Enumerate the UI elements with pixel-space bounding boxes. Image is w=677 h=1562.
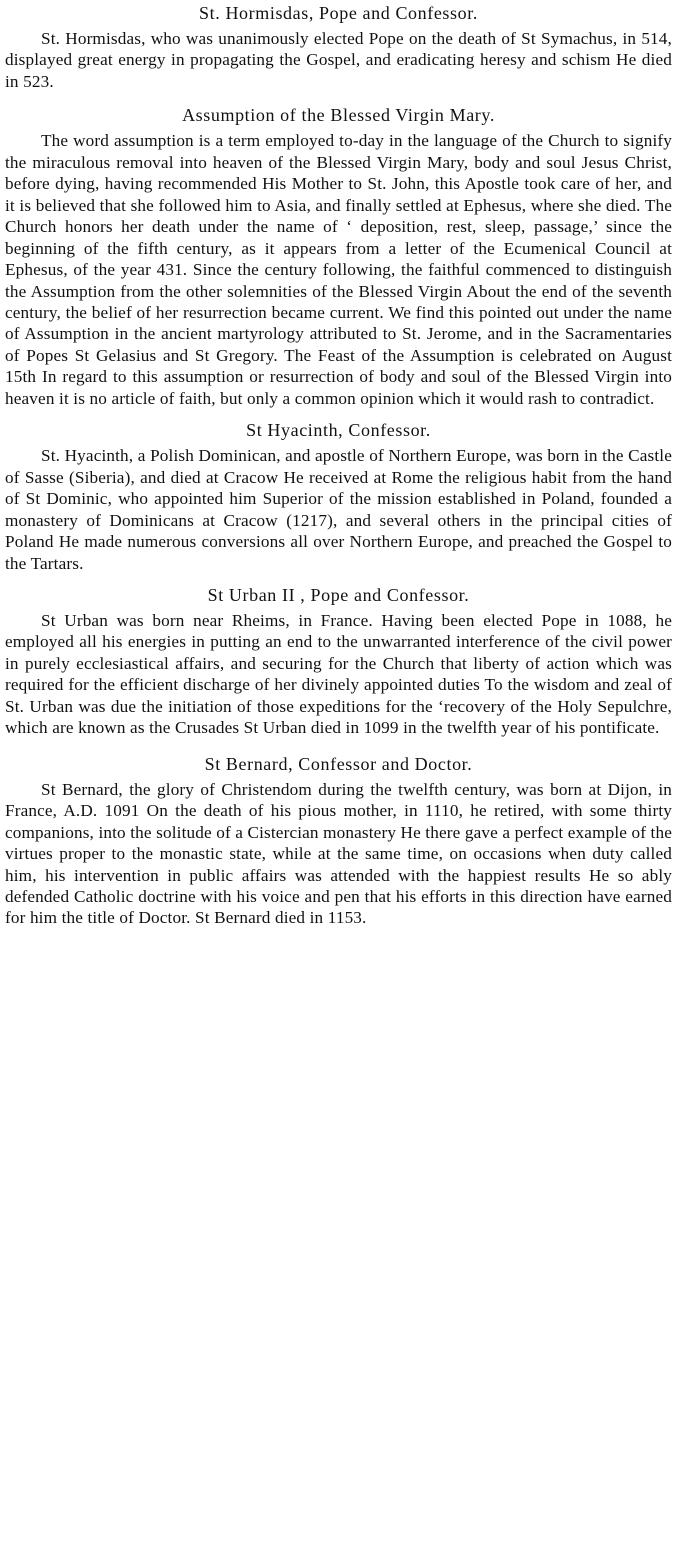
article-heading: St Urban II , Pope and Confessor. <box>207 584 470 605</box>
article-st-bernard <box>5 753 672 929</box>
article-assumption <box>5 104 672 409</box>
article-heading: St Hyacinth, Confessor. <box>246 420 431 441</box>
article-body: St. Hyacinth, a Polish Dominican, and apostle of Northern Europe, was born in the Castle of Sasse (Siberia), and died at Cracow He received at Rome the religious habit from the hand of St Dominic, who appointed him Superior of the mission established in Poland, founded a monastery of Dominicans at Cracow (1217), and several others in the principal cities of Poland He made numerous conversions all over Northern Europe, and preached the Gospel to the Tartars. <box>5 446 672 573</box>
article-heading: St Bernard, Confessor and Doctor. <box>204 753 473 774</box>
newspaper-column <box>5 2 672 929</box>
article-st-hyacinth <box>5 419 672 574</box>
article-body: The word assumption is a term employed to-day in the language of the Church to signify the miraculous removal into heaven of the Blessed Virgin Mary, body and soul Jesus Christ, before dying, having recommended His Mother to St. John, this Apostle took care of her, and it is believed that she followed him to Asia, and finally settled at Ephesus, where she died. The Church honors her death under the name of ‘ deposition, rest, sleep, passage,’ since the beginning of the fifth century, as it appears from a letter of the Ecumenical Council at Ephesus, of the year 431. Since the century following, the faithful commenced to distinguish the Assumption from the other solemnities of the Blessed Virgin About the end of the seventh century, the belief of her resurrection became current. We find this pointed out under the name of Assumption in the ancient martyrology attributed to St. Jerome, and in the Sacramentaries of Popes St Gelasius and St Gregory. The Feast of the Assumption is celebrated on August 15th In regard to this assumption or resurrection of body and soul of the Blessed Virgin into heaven it is no article of faith, but only a common opinion which it would rash to contradict. <box>5 131 672 408</box>
article-heading: St. Hormisdas, Pope and Confessor. <box>199 3 478 23</box>
article-st-urban <box>5 584 672 739</box>
article-st-hormisdas <box>5 2 672 92</box>
article-body: St Bernard, the glory of Christendom during the twelfth century, was born at Dijon, in France, A.D. 1091 On the death of his pious mother, in 1110, he retired, with some thirty companions, into the solitude of a Cistercian monastery He there gave a perfect example of the virtues proper to the monastic state, while at the same time, on occasions when duty called him, his intervention in public affairs was attended with the happiest results He so ably defended Catholic doctrine with his voice and pen that his efforts in this direction have earned for him the title of Doctor. St Bernard died in 1153. <box>5 779 672 928</box>
article-body: St. Hormisdas, who was unanimously elected Pope on the death of St Symachus, in 514, displayed great energy in propagating the Gospel, and eradicating heresy and schism He died in 523. <box>5 29 672 91</box>
article-heading: Assumption of the Blessed Virgin Mary. <box>182 105 495 126</box>
article-body: St Urban was born near Rheims, in France. Having been elected Pope in 1088, he employed all his energies in putting an end to the unwarranted interference of the civil power in purely ecclesiastical affairs, and securing for the Church that liberty of action which was required for the efficient discharge of her divinely appointed duties To the wisdom and zeal of St. Urban was due the initiation of those expeditions for the ‘recovery of the Holy Sepulchre, which are known as the Crusades St Urban died in 1099 in the twelfth year of his pontificate. <box>5 610 672 738</box>
